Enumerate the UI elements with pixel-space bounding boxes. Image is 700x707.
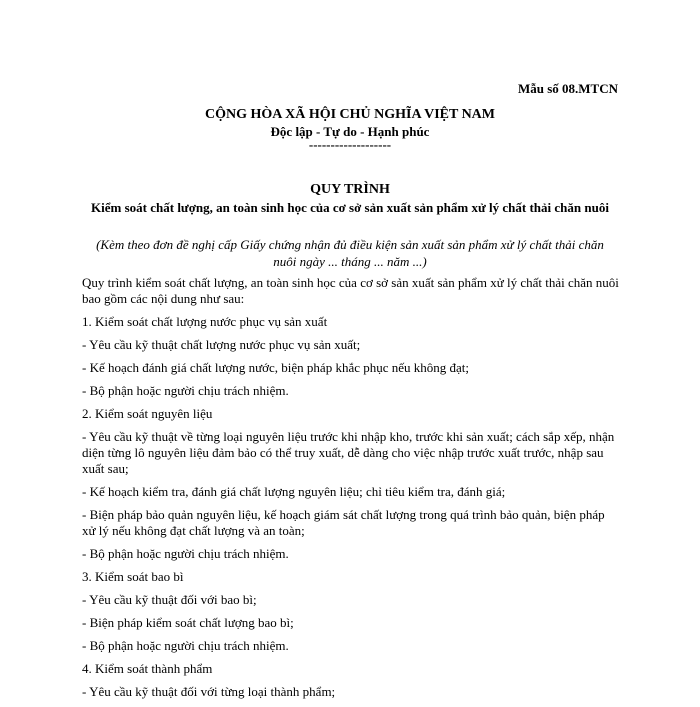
list-item: - Bộ phận hoặc người chịu trách nhiệm. <box>82 546 289 561</box>
document-title: QUY TRÌNH <box>310 182 390 197</box>
list-item: - Bộ phận hoặc người chịu trách nhiệm. <box>82 383 289 398</box>
section-heading-finished-products: 4. Kiểm soát thành phẩm <box>82 661 213 676</box>
section-heading-materials: 2. Kiểm soát nguyên liệu <box>82 406 213 421</box>
document-note: (Kèm theo đơn đề nghị cấp Giấy chứng nhận đủ điều kiện sản xuất sản phẩm xử lý chất thải chăn nuôi ngày ... tháng ... năm ...) <box>96 237 604 269</box>
section-heading-packaging: 3. Kiểm soát bao bì <box>82 569 184 584</box>
document-subtitle: Kiểm soát chất lượng, an toàn sinh học của cơ sở sản xuất sản phẩm xử lý chất thải chăn nuôi <box>91 200 609 215</box>
list-item: - Yêu cầu kỹ thuật chất lượng nước phục vụ sản xuất; <box>82 337 361 352</box>
list-item: - Kế hoạch đánh giá chất lượng nước, biện pháp khắc phục nếu không đạt; <box>82 360 470 375</box>
national-title: CỘNG HÒA XÃ HỘI CHỦ NGHĨA VIỆT NAM <box>204 107 495 122</box>
list-item: - Biện pháp kiểm soát chất lượng bao bì; <box>82 615 294 630</box>
document-body <box>82 275 620 707</box>
list-item: - Yêu cầu kỹ thuật về từng loại nguyên liệu trước khi nhập kho, trước khi sản xuất; cách sắp xếp, nhận diện từng lô nguyên liệu đảm bảo có thể truy xuất, dễ dàng cho việc nhập trước xuất trước, nhập sau xuất sau; <box>82 429 615 476</box>
section-heading-water: 1. Kiểm soát chất lượng nước phục vụ sản xuất <box>82 314 328 329</box>
list-item: - Bộ phận hoặc người chịu trách nhiệm. <box>82 638 289 653</box>
list-item: - Yêu cầu kỹ thuật đối với bao bì; <box>82 592 257 607</box>
list-item: - Biện pháp bảo quản nguyên liệu, kế hoạch giám sát chất lượng trong quá trình bảo quản, biện pháp xử lý nếu không đạt chất lượng và an toàn; <box>82 507 605 538</box>
header-separator: ------------------- <box>308 137 392 152</box>
list-item: - Kế hoạch kiểm tra, đánh giá chất lượng nguyên liệu; chỉ tiêu kiểm tra, đánh giá; <box>82 484 506 499</box>
list-item: - Yêu cầu kỹ thuật đối với từng loại thành phẩm; <box>82 684 336 699</box>
national-motto: Độc lập - Tự do - Hạnh phúc <box>270 124 430 139</box>
intro-paragraph: Quy trình kiểm soát chất lượng, an toàn sinh học của cơ sở sản xuất sản phẩm xử lý chất thải chăn nuôi bao gồm các nội dung như sau: <box>82 275 619 306</box>
form-code: Mẫu số 08.MTCN <box>517 81 618 96</box>
